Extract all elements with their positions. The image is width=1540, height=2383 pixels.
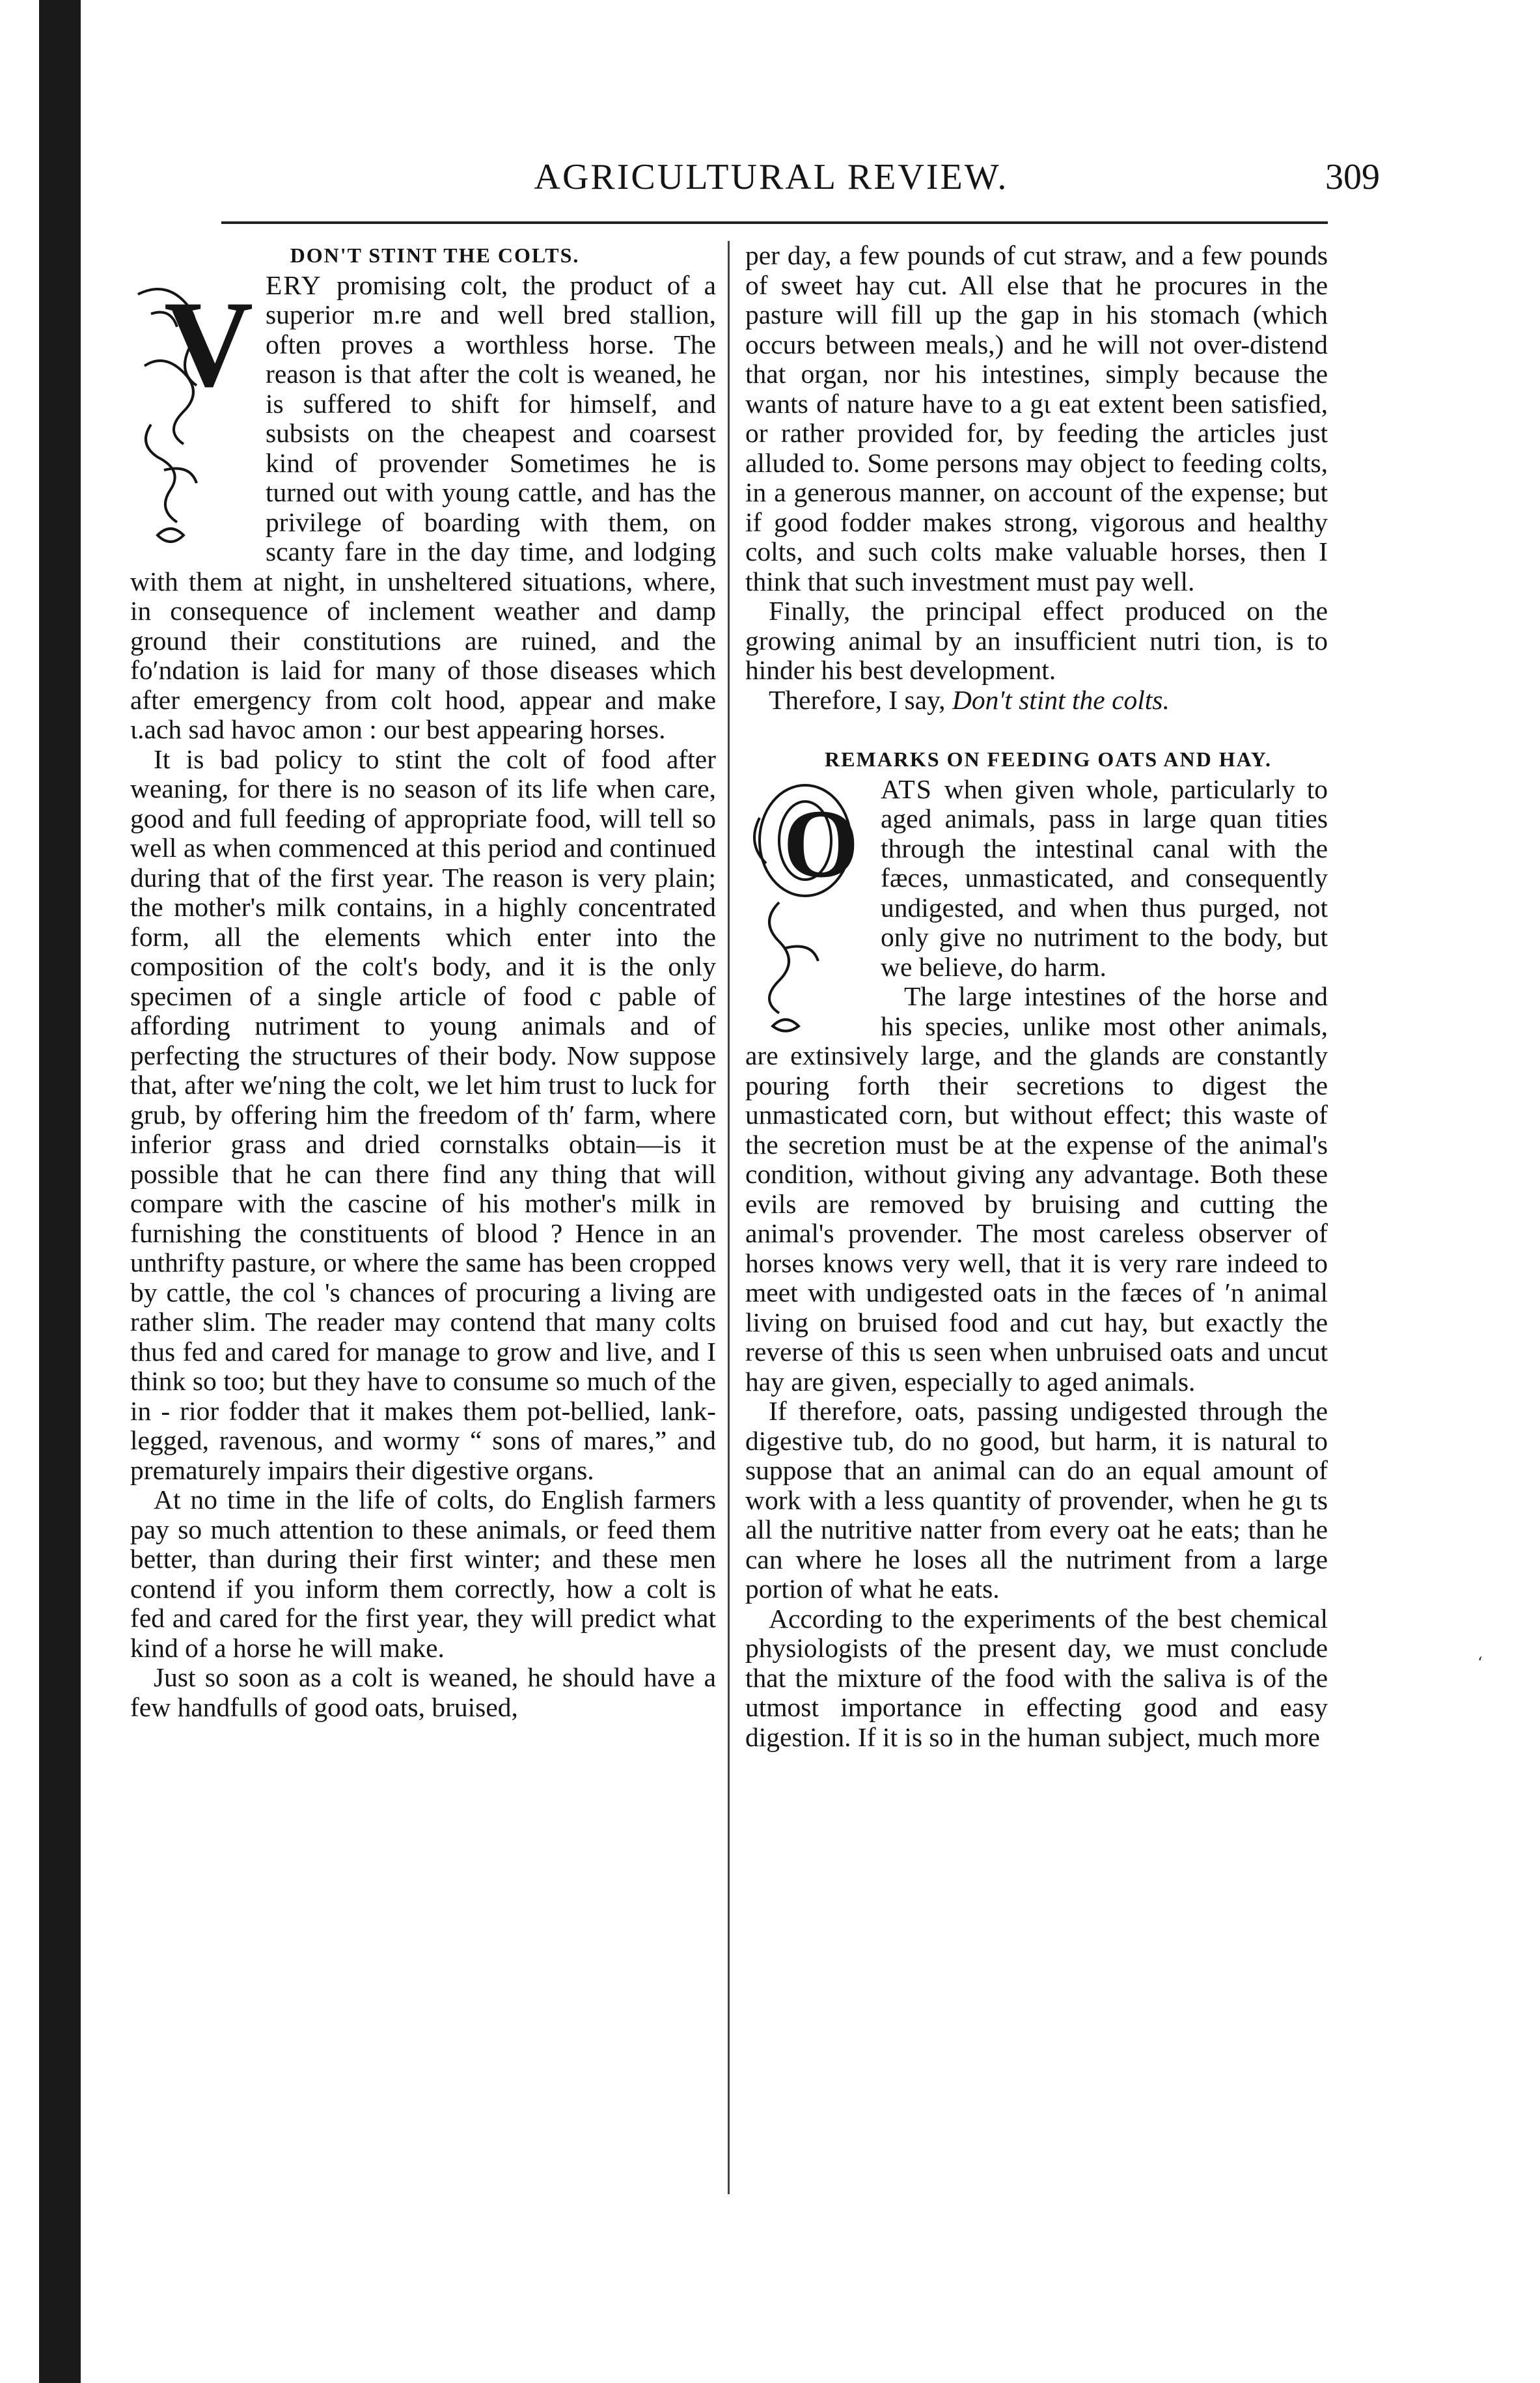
italic-conclusion: Don't stint the colts.: [952, 684, 1170, 715]
paragraph: The large intestines of the horse and his species, unlike most other animals, are extinsively large, and the glands are constantly pouring forth their secretions to digest the unmasticated corn, but without effect; this waste of the secretion must be at the expense of the animal's condition, without giving any advantage. Both these evils are removed by bruising and cutting the animal's provender. The most careless observer of horses knows very well, that it is very rare indeed to meet with undigested oats in the fæces of ′n animal living on bruised food and cut hay, but exactly the reverse of this ιs seen when unbruised oats and uncut hay are given, especially to aged animals.: [745, 981, 1328, 1397]
ornamental-dropcap-v-icon: [125, 275, 255, 555]
paragraph: According to the experiments of the best chemical physiologists of the present day, we must conclude that the mixture of the food with the saliva is of the utmost importance in effecting good and easy digestion. If it is so in the human subject, much more: [745, 1603, 1328, 1752]
paragraph: Finally, the principal effect produced on the growing animal by an insufficient nutri tion, is to hinder his best development.: [745, 596, 1328, 685]
running-head: AGRICULTURAL REVIEW.: [534, 157, 1009, 197]
paragraph: If therefore, oats, passing undigested through the digestive tub, do no good, but harm, it is natural to suppose that an animal can do an equal amount of work with a less quantity of provender, when he gι ts all the nutritive natter from every oat he eats; than he can where he loses all the nutriment from a large portion of what he eats.: [745, 1396, 1328, 1604]
paragraph-text: promising colt, the product of a superior m.re and well bred stallion, often proves a worthless horse. The reason is that after the colt is weaned, he is suffered to shift for himself, and subsists on the cheapest and coarsest kind of provender Sometimes he is turned out with young cattle, and has the privilege of boarding with them, on scanty fare in the day time, and lodging with them at night, in unsheltered situations, where, in consequence of inclement weather and damp ground their constitutions are ruined, and the fo′ndation is laid for many of those diseases which after emergency from colt hood, appear and make ι.ach sad havoc amon : our best appearing horses.: [130, 270, 717, 744]
column-rule: [728, 241, 730, 2194]
header-rule: [221, 221, 1328, 224]
paragraph: per day, a few pounds of cut straw, and a few pounds of sweet hay cut. All else that he procures in the pasture will fill up the gap in his stomach (which occurs between meals,) and he will not over-distend that organ, nor his intestines, simply because the wants of nature have to a gι eat extent been satisfied, or rather provided for, by feeding the articles just alluded to. Some persons may object to feeding colts, in a generous manner, on account of the expense; but if good fodder makes strong, vigorous and healthy colts, and such colts make valuable horses, then I think that such investment must pay well.: [745, 240, 1328, 596]
right-column: [745, 241, 1328, 1752]
article-title-oats: REMARKS ON FEEDING OATS AND HAY.: [825, 747, 1272, 771]
article-title-colts: DON'T STINT THE COLTS.: [290, 244, 580, 267]
paragraph-text: Therefore, I say,: [769, 684, 946, 715]
corner-mark: ‘: [1478, 1654, 1483, 1672]
lead-word: ATS: [881, 773, 933, 804]
lead-word: ERY: [266, 270, 322, 300]
page-header: [163, 156, 1380, 208]
paragraph: [745, 686, 1328, 716]
paragraph: Just so soon as a colt is weaned, he should have a few handfulls of good oats, bruised,: [130, 1662, 716, 1722]
page-number: 309: [1325, 157, 1380, 197]
paragraph-text: when given whole, particularly to aged animals, pass in large quan tities through the intestinal canal with the fæces, unmasticated, and consequently undigested, and when thus purged, not only give no nutriment to the body, but we believe, do harm.: [881, 773, 1328, 982]
ornamental-dropcap-o-icon: [740, 779, 870, 1036]
dropcap-o-letter: O: [783, 789, 859, 898]
binding-shadow: [39, 0, 81, 2383]
paragraph: It is bad policy to stint the colt of food after weaning, for there is no season of its life when care, good and full feeding of appropriate food, will tell so well as when commenced at this period and continued during that of the first year. The reason is very plain; the mother's milk contains, in a highly concentrated form, all the elements which enter into the composition of the colt's body, and it is the only specimen of a single article of food c pable of affording nutriment to young animals and of perfecting the structures of their body. Now suppose that, after we′ning the colt, we let him trust to luck for grub, by offering him the freedom of th′ farm, where inferior grass and dried cornstalks obtain—is it possible that he can there find any thing that will compare with the cascine of his mother's milk in furnishing the constituents of blood ? Hence in an unthrifty pasture, or where the same has been cropped by cattle, the col 's chances of procuring a living are rather slim. The reader may contend that many colts thus fed and cared for manage to grow and live, and I think so too; but they have to consume so much of the in - rior fodder that it makes them pot-bellied, lank-legged, ravenous, and wormy “ sons of mares,” and prematurely impairs their digestive organs.: [130, 744, 716, 1485]
dropcap-v-letter: V: [164, 275, 254, 413]
paragraph: At no time in the life of colts, do English farmers pay so much attention to these animals, or feed them better, than during their first winter; and these men contend if you inform them correctly, how a colt is fed and cared for the first year, they will predict what kind of a horse he will make.: [130, 1484, 716, 1663]
left-column: [130, 241, 716, 1722]
